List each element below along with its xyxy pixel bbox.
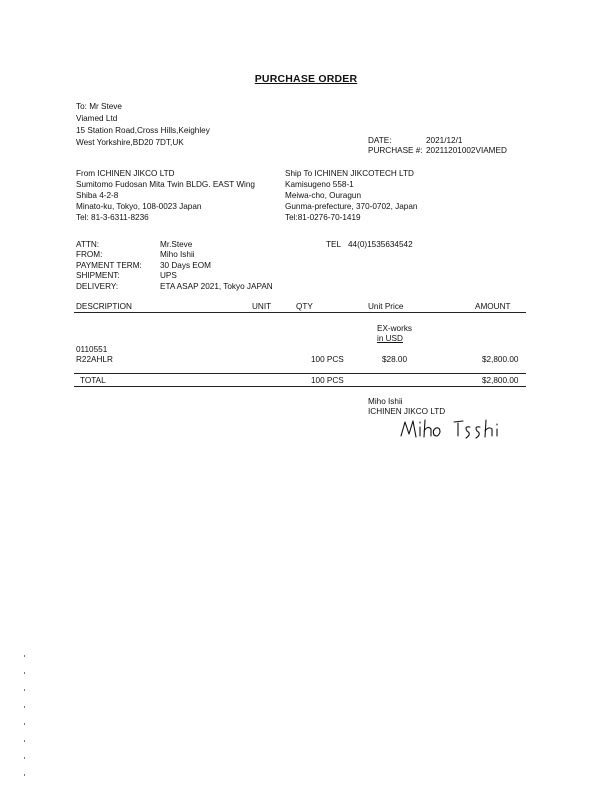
scan-mark xyxy=(24,774,25,776)
recipient-line: To: Mr Steve xyxy=(76,102,122,111)
item-amount: $2,800.00 xyxy=(482,355,519,364)
ship-to-line: Meiwa-cho, Ouragun xyxy=(285,191,361,200)
total-label: TOTAL xyxy=(80,376,106,385)
shipment-value: UPS xyxy=(160,271,177,280)
item-code: 0110551 xyxy=(76,345,108,354)
scan-mark xyxy=(24,672,25,674)
sender-line: Minato-ku, Tokyo, 108-0023 Japan xyxy=(76,202,202,211)
item-unit-price: $28.00 xyxy=(382,355,408,364)
attn-value: Mr.Steve xyxy=(160,240,193,249)
po-label: PURCHASE #: xyxy=(368,146,423,155)
item-qty: 100 PCS xyxy=(311,355,344,364)
col-header-unit-price: Unit Price xyxy=(368,302,404,311)
recipient-line: West Yorkshire,BD20 7DT,UK xyxy=(76,138,184,147)
ship-to-line: Ship To ICHINEN JIKCOTECH LTD xyxy=(285,169,414,178)
ship-to-line: Gunma-prefecture, 370-0702, Japan xyxy=(285,202,418,211)
recipient-line: 15 Station Road,Cross Hills,Keighley xyxy=(76,126,210,135)
tel-label: TEL xyxy=(326,240,342,249)
date-value: 2021/12/1 xyxy=(426,136,463,145)
currency-note: in USD xyxy=(377,334,403,343)
scan-mark xyxy=(24,689,25,691)
total-top-rule xyxy=(74,373,526,374)
signer-company: ICHINEN JIKCO LTD xyxy=(368,407,446,416)
header-rule xyxy=(74,312,526,313)
col-header-qty: QTY xyxy=(296,302,313,311)
scan-mark xyxy=(24,706,25,708)
tel-value: 44(0)1535634542 xyxy=(348,240,413,249)
document-title: PURCHASE ORDER xyxy=(254,73,358,85)
ship-to-line: Tel:81-0276-70-1419 xyxy=(285,213,361,222)
delivery-label: DELIVERY: xyxy=(76,282,119,291)
sender-line: From ICHINEN JIKCO LTD xyxy=(76,169,175,178)
col-header-unit: UNIT xyxy=(252,302,272,311)
sender-line: Shiba 4-2-8 xyxy=(76,191,119,200)
scan-mark xyxy=(24,723,25,725)
po-number: 20211201002VIAMED xyxy=(426,146,507,155)
sender-line: Sumitomo Fudosan Mita Twin BLDG. EAST Wing xyxy=(76,180,255,189)
scan-mark xyxy=(24,655,25,657)
sender-line: Tel: 81-3-6311-8236 xyxy=(76,213,149,222)
scan-mark xyxy=(24,740,25,742)
signer-name: Miho Ishii xyxy=(368,397,403,406)
date-label: DATE: xyxy=(368,136,392,145)
col-header-amount: AMOUNT xyxy=(475,302,511,311)
total-bottom-rule xyxy=(74,386,526,387)
from-label: FROM: xyxy=(76,250,103,259)
total-qty: 100 PCS xyxy=(311,376,344,385)
recipient-line: Viamed Ltd xyxy=(76,114,118,123)
payment-term-label: PAYMENT TERM: xyxy=(76,261,142,270)
price-basis: EX-works xyxy=(377,324,413,333)
shipment-label: SHIPMENT: xyxy=(76,271,120,280)
col-header-description: DESCRIPTION xyxy=(76,302,132,311)
scan-mark xyxy=(24,757,25,759)
handwritten-signature xyxy=(398,412,508,446)
item-name: R22AHLR xyxy=(76,355,113,364)
delivery-value: ETA ASAP 2021, Tokyo JAPAN xyxy=(160,282,273,291)
payment-term-value: 30 Days EOM xyxy=(160,261,211,270)
ship-to-line: Kamisugeno 558-1 xyxy=(285,180,354,189)
from-value: Miho Ishii xyxy=(160,250,195,259)
total-amount: $2,800.00 xyxy=(482,376,519,385)
attn-label: ATTN: xyxy=(76,240,100,249)
